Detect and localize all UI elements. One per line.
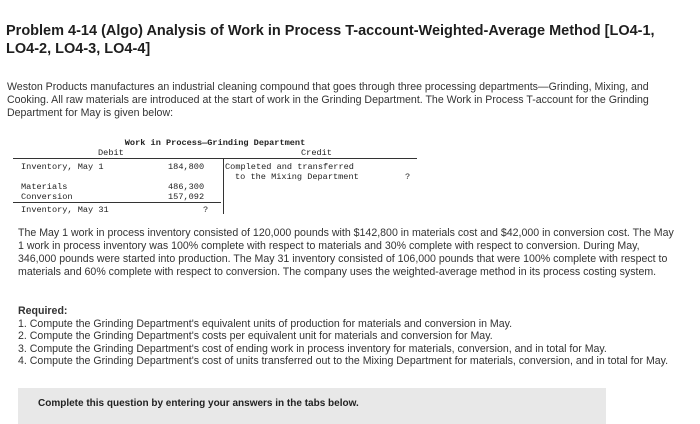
t-account-top-line-right — [223, 158, 417, 159]
t-account-divider — [223, 158, 224, 214]
problem-details: The May 1 work in process inventory consisted of 120,000 pounds with $142,800 in materials cost and $42,000 in conversion cost. The May 1 work in process inventory was 100% complete with respect to materials and 30% complete with respect to conversion. During May, 346,000 pounds were started into production. The May 31 inventory consisted of 106,000 pounds that were 100% complete with respect to materials and 60% complete with respect to conversion. The company uses the weighted-average method in its process costing system. — [18, 227, 674, 278]
required-heading: Required: — [18, 305, 68, 317]
t-account — [13, 138, 417, 220]
problem-title: Problem 4-14 (Algo) Analysis of Work in Process T-account-Weighted-Average Method [LO4-1, LO4-2, LO4-3, LO4-4] — [6, 23, 655, 57]
credit-label-line2: to the Mixing Department — [235, 172, 359, 182]
t-account-title: Work in Process—Grinding Department — [124, 138, 306, 148]
debit-label-conversion: Conversion — [21, 192, 73, 202]
required-section — [18, 305, 678, 368]
debit-value-materials: 486,300 — [168, 182, 205, 192]
required-item-1: 1. Compute the Grinding Department's equivalent units of production for materials and conversion in May. — [18, 317, 513, 330]
required-item-3: 3. Compute the Grinding Department's cost of ending work in process inventory for materials, conversion, and in total for May. — [18, 342, 607, 355]
debit-label-materials: Materials — [21, 182, 68, 192]
debit-header: Debit — [98, 148, 124, 158]
credit-label-line1: Completed and transferred — [225, 162, 354, 172]
required-item-2: 2. Compute the Grinding Department's costs per equivalent unit for materials and conversion for May. — [18, 330, 493, 343]
debit-label-inventory-may31: Inventory, May 31 — [21, 205, 109, 215]
instructions-bar — [18, 388, 606, 424]
debit-value-inventory-may31: ? — [203, 205, 209, 215]
required-item-4: 4. Compute the Grinding Department's cost of units transferred out to the Mixing Department for materials, conversion, and in total for May. — [18, 355, 669, 368]
debit-value-inventory-may1: 184,800 — [168, 162, 205, 172]
t-account-top-line — [13, 158, 223, 159]
debit-total-line — [13, 202, 221, 203]
credit-header: Credit — [301, 148, 332, 158]
credit-value-transferred: ? — [405, 172, 411, 182]
debit-value-conversion: 157,092 — [168, 192, 205, 202]
debit-label-inventory-may1: Inventory, May 1 — [21, 162, 104, 172]
intro-paragraph: Weston Products manufactures an industrial cleaning compound that goes through three processing departments—Grinding, Mixing, and Cooking. All raw materials are introduced at the start of work in the Grinding Department. The Work in Process T-account for the Grinding Department for May is given below: — [7, 81, 649, 119]
instructions-text: Complete this question by entering your answers in the tabs below. — [38, 398, 359, 409]
